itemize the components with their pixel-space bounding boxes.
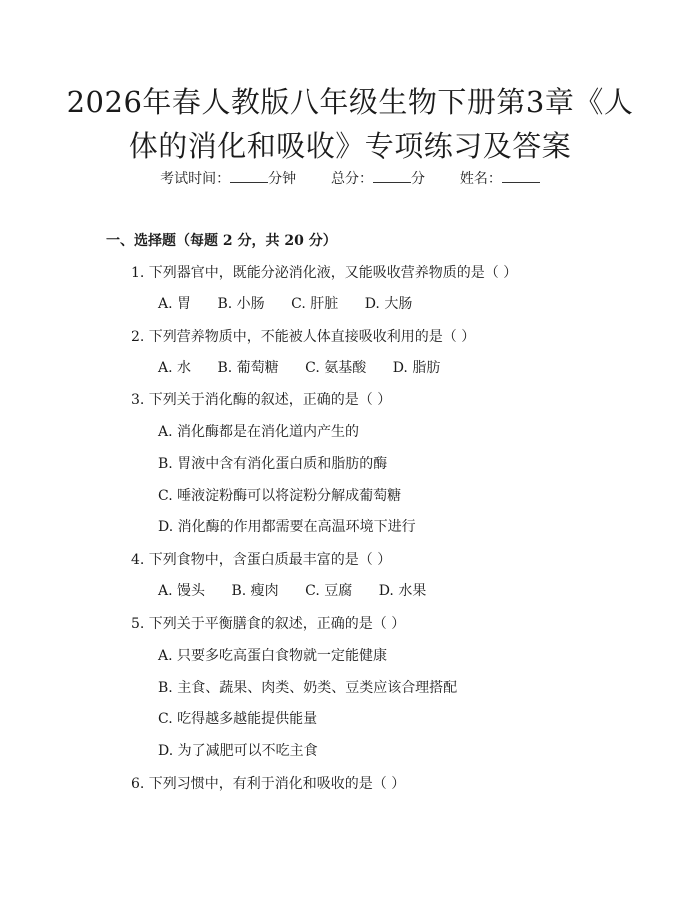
question-3: 3. 下列关于消化酶的叙述，正确的是（ ）: [131, 392, 392, 408]
option: C. 肝脏: [291, 296, 339, 312]
question-3-option-d: D. 消化酶的作用都需要在高温环境下进行: [158, 519, 416, 535]
option: A. 馒头: [158, 583, 206, 599]
option: B. 瘦肉: [231, 583, 279, 599]
name-label: 姓名：: [459, 171, 502, 187]
document-title: 2026年春人教版八年级生物下册第3章《人体的消化和吸收》专项练习及答案: [66, 85, 634, 163]
option: C. 氨基酸: [305, 360, 367, 376]
question-2: 2. 下列营养物质中，不能被人体直接吸收利用的是（ ）: [131, 329, 476, 345]
question-4-options: [158, 580, 426, 600]
option: D. 大肠: [364, 296, 413, 312]
question-1-options: [158, 293, 412, 313]
question-5-option-a: A. 只要多吃高蛋白食物就一定能健康: [158, 648, 388, 664]
question-5-option-c: C. 吃得越多越能提供能量: [158, 711, 318, 727]
option: D. 水果: [378, 583, 427, 599]
name-blank: [502, 170, 540, 183]
total-score-blank: [373, 170, 411, 183]
option: D. 脂肪: [392, 360, 441, 376]
question-5: 5. 下列关于平衡膳食的叙述，正确的是（ ）: [131, 616, 406, 632]
option: C. 豆腐: [305, 583, 353, 599]
exam-time-blank: [230, 170, 268, 183]
question-6: 6. 下列习惯中，有利于消化和吸收的是（ ）: [131, 776, 406, 792]
question-3-option-a: A. 消化酶都是在消化道内产生的: [158, 424, 360, 440]
question-5-option-b: B. 主食、蔬果、肉类、奶类、豆类应该合理搭配: [158, 680, 458, 696]
section-heading-choice: 一、选择题（每题 2 分，共 20 分）: [106, 233, 337, 249]
exam-time-unit: 分钟: [268, 171, 297, 187]
question-1: 1. 下列器官中，既能分泌消化液，又能吸收营养物质的是（ ）: [131, 265, 518, 281]
option: B. 小肠: [217, 296, 265, 312]
option: A. 胃: [158, 296, 192, 312]
question-5-option-d: D. 为了减肥可以不吃主食: [158, 743, 318, 759]
total-score-unit: 分: [411, 171, 425, 187]
option: B. 葡萄糖: [217, 360, 279, 376]
question-3-option-c: C. 唾液淀粉酶可以将淀粉分解成葡萄糖: [158, 488, 402, 504]
exam-info-line: [0, 168, 700, 188]
total-score-label: 总分：: [331, 171, 373, 187]
exam-time-label: 考试时间：: [160, 171, 231, 187]
question-2-options: [158, 357, 440, 377]
question-4: 4. 下列食物中，含蛋白质最丰富的是（ ）: [131, 552, 392, 568]
option: A. 水: [158, 360, 192, 376]
question-3-option-b: B. 胃液中含有消化蛋白质和脂肪的酶: [158, 456, 388, 472]
